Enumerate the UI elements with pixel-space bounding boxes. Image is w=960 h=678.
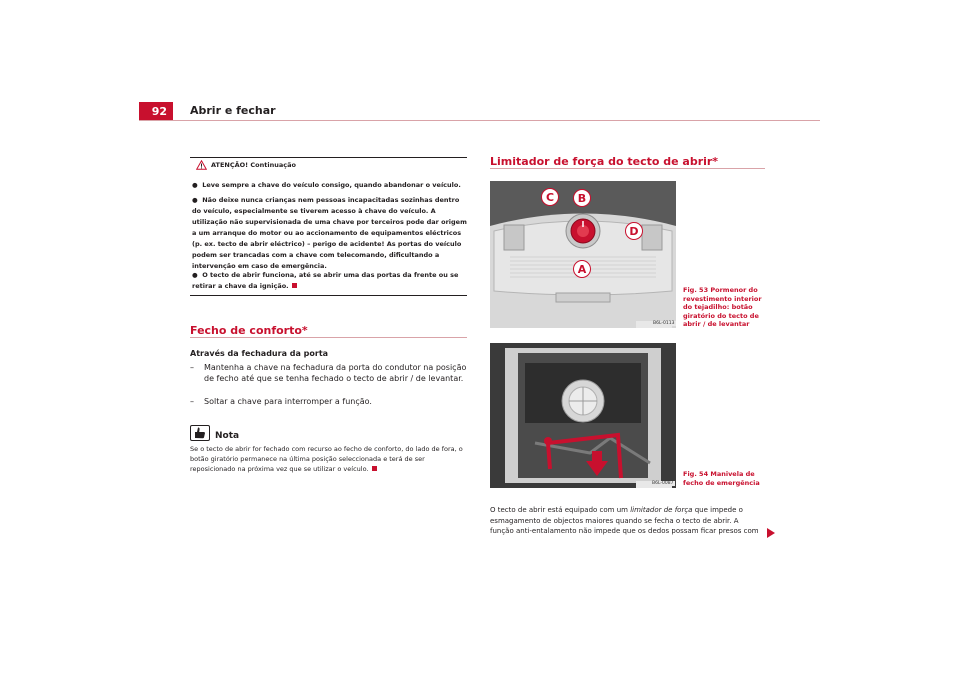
figure-53-caption: Fig. 53 Pormenor do revestimento interior do tejadilho: botão giratório do tecto de abrir / de levantar bbox=[683, 286, 762, 328]
warning-bullet: ● Leve sempre a chave do veículo consigo, quando abandonar o veículo. bbox=[192, 181, 461, 189]
end-marker bbox=[372, 466, 377, 471]
callout-c: C bbox=[541, 188, 559, 206]
end-marker bbox=[292, 283, 297, 288]
callout-a: A bbox=[573, 260, 591, 278]
note-text: Se o tecto de abrir for fechado com recurso ao fecho de conforto, do lado de fora, o botão giratório permanece na última posição seleccionada e terá de ser reposicionado na próxima vez que se utilizar o veículo. bbox=[190, 445, 463, 473]
step-item: – Soltar a chave para interromper a função. bbox=[190, 397, 372, 406]
warning-heading bbox=[196, 160, 296, 170]
figure-54-caption: Fig. 54 Manivela de fecho de emergência bbox=[683, 470, 760, 487]
chapter-title: Abrir e fechar bbox=[190, 104, 276, 117]
section-rule bbox=[190, 337, 467, 338]
page-number: 92 bbox=[139, 102, 173, 121]
figure-54-id: B6L-0087 bbox=[652, 481, 674, 486]
callout-d: D bbox=[625, 222, 643, 240]
continue-arrow-icon bbox=[767, 523, 775, 542]
warning-bullet: ● O tecto de abrir funciona, até se abrir uma das portas da frente ou se retirar a chave da ignição. bbox=[192, 271, 459, 290]
section-rule bbox=[490, 168, 765, 169]
warning-heading-text: ATENÇÃO! Continuação bbox=[211, 161, 296, 169]
header-divider bbox=[139, 120, 820, 121]
subheading: Através da fechadura da porta bbox=[190, 349, 329, 358]
warning-bullet: ● Não deixe nunca crianças nem pessoas incapacitadas sozinhas dentro do veículo, especialmente se tiverem acesso à chave do veículo. A utilização não supervisionada de uma chave por terceiros pode dar origem a um arranque do motor ou ao accionamento de equipamentos eléctricos (p. ex. tecto de abrir eléctrico) – perigo de acidente! As portas do veículo podem ser trancadas com a chave com telecomando, dificultando a intervenção em caso de emergência. bbox=[192, 196, 467, 270]
step-item: – Mantenha a chave na fechadura da porta do condutor na posição de fecho até que se tenha fechado o tecto de abrir / de levantar. bbox=[190, 363, 467, 383]
section-title-limiter: Limitador de força do tecto de abrir* bbox=[490, 155, 719, 168]
figure-54-image bbox=[490, 343, 676, 488]
warning-triangle-icon bbox=[196, 160, 207, 170]
limiter-body-text: O tecto de abrir está equipado com um limitador de força que impede o esmagamento de objectos maiores quando se fecha o tecto de abrir. A função anti-entalamento não impede que os dedos possam ficar presos com bbox=[490, 506, 759, 535]
figure-53-id: B6L-0113 bbox=[653, 321, 675, 326]
note-icon bbox=[190, 425, 210, 445]
callout-b: B bbox=[573, 189, 591, 207]
section-title-comfort: Fecho de conforto* bbox=[190, 324, 308, 337]
note-label: Nota bbox=[215, 431, 240, 441]
